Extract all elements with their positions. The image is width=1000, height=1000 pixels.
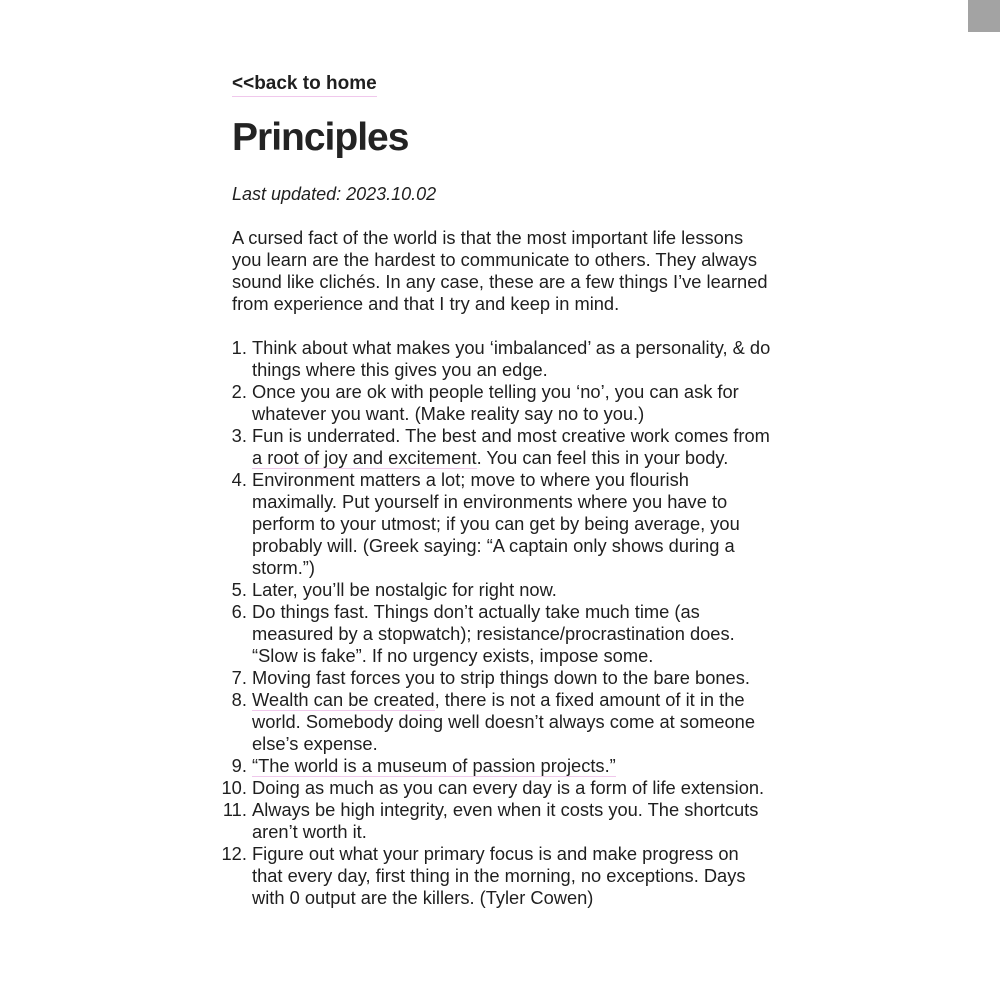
page-title: Principles: [232, 116, 409, 159]
principle-link[interactable]: Wealth can be created: [252, 689, 435, 710]
back-to-home-link[interactable]: <<back to home: [232, 72, 377, 97]
principle-item: [252, 469, 772, 579]
principle-item: [252, 579, 772, 601]
principle-link[interactable]: “The world is a museum of passion projects.”: [252, 755, 616, 776]
scrollbar-thumb[interactable]: [968, 0, 1000, 32]
principle-item: [252, 777, 772, 799]
principle-text: , there is not a fixed amount of it in the world. Somebody doing well doesn’t always come at someone else’s expense.: [252, 689, 756, 754]
principle-text: . You can feel this in your body.: [476, 447, 729, 468]
principle-item: [252, 755, 772, 777]
principle-link[interactable]: a root of joy and excitement: [252, 447, 477, 468]
principle-text: Think about what makes you ‘imbalanced’ as a personality, & do things where this gives you an edge.: [252, 337, 771, 380]
principle-text: Always be high integrity, even when it costs you. The shortcuts aren’t worth it.: [252, 799, 759, 842]
principles-list: [232, 337, 772, 909]
principle-text: Do things fast. Things don’t actually take much time (as measured by a stopwatch); resistance/procrastination does. “Slow is fake”. If no urgency exists, impose some.: [252, 601, 735, 666]
principle-item: [252, 667, 772, 689]
principle-text: Once you are ok with people telling you ‘no’, you can ask for whatever you want. (Make reality say no to you.): [252, 381, 739, 424]
principle-text: Environment matters a lot; move to where you flourish maximally. Put yourself in environments where you have to perform to your utmost; if you can get by being average, you probably will. (Greek saying: “A captain only shows during a storm.”): [252, 469, 740, 578]
principle-item: [252, 843, 772, 909]
principle-item: [252, 425, 772, 469]
principle-text: Later, you’ll be nostalgic for right now.: [252, 579, 557, 600]
intro-paragraph: A cursed fact of the world is that the most important life lessons you learn are the hardest to communicate to others. They always sound like clichés. In any case, these are a few things I’ve learned from experience and that I try and keep in mind.: [232, 227, 768, 314]
article: [232, 72, 772, 909]
principle-text: Fun is underrated. The best and most creative work comes from: [252, 425, 770, 446]
principle-item: [252, 337, 772, 381]
principle-text: Figure out what your primary focus is and make progress on that every day, first thing in the morning, no exceptions. Days with 0 output are the killers. (Tyler Cowen): [252, 843, 746, 908]
principle-item: [252, 799, 772, 843]
principle-item: [252, 689, 772, 755]
principle-text: Moving fast forces you to strip things down to the bare bones.: [252, 667, 750, 688]
principle-text: Doing as much as you can every day is a form of life extension.: [252, 777, 765, 798]
last-updated: Last updated: 2023.10.02: [232, 184, 437, 204]
principle-item: [252, 601, 772, 667]
principle-item: [252, 381, 772, 425]
